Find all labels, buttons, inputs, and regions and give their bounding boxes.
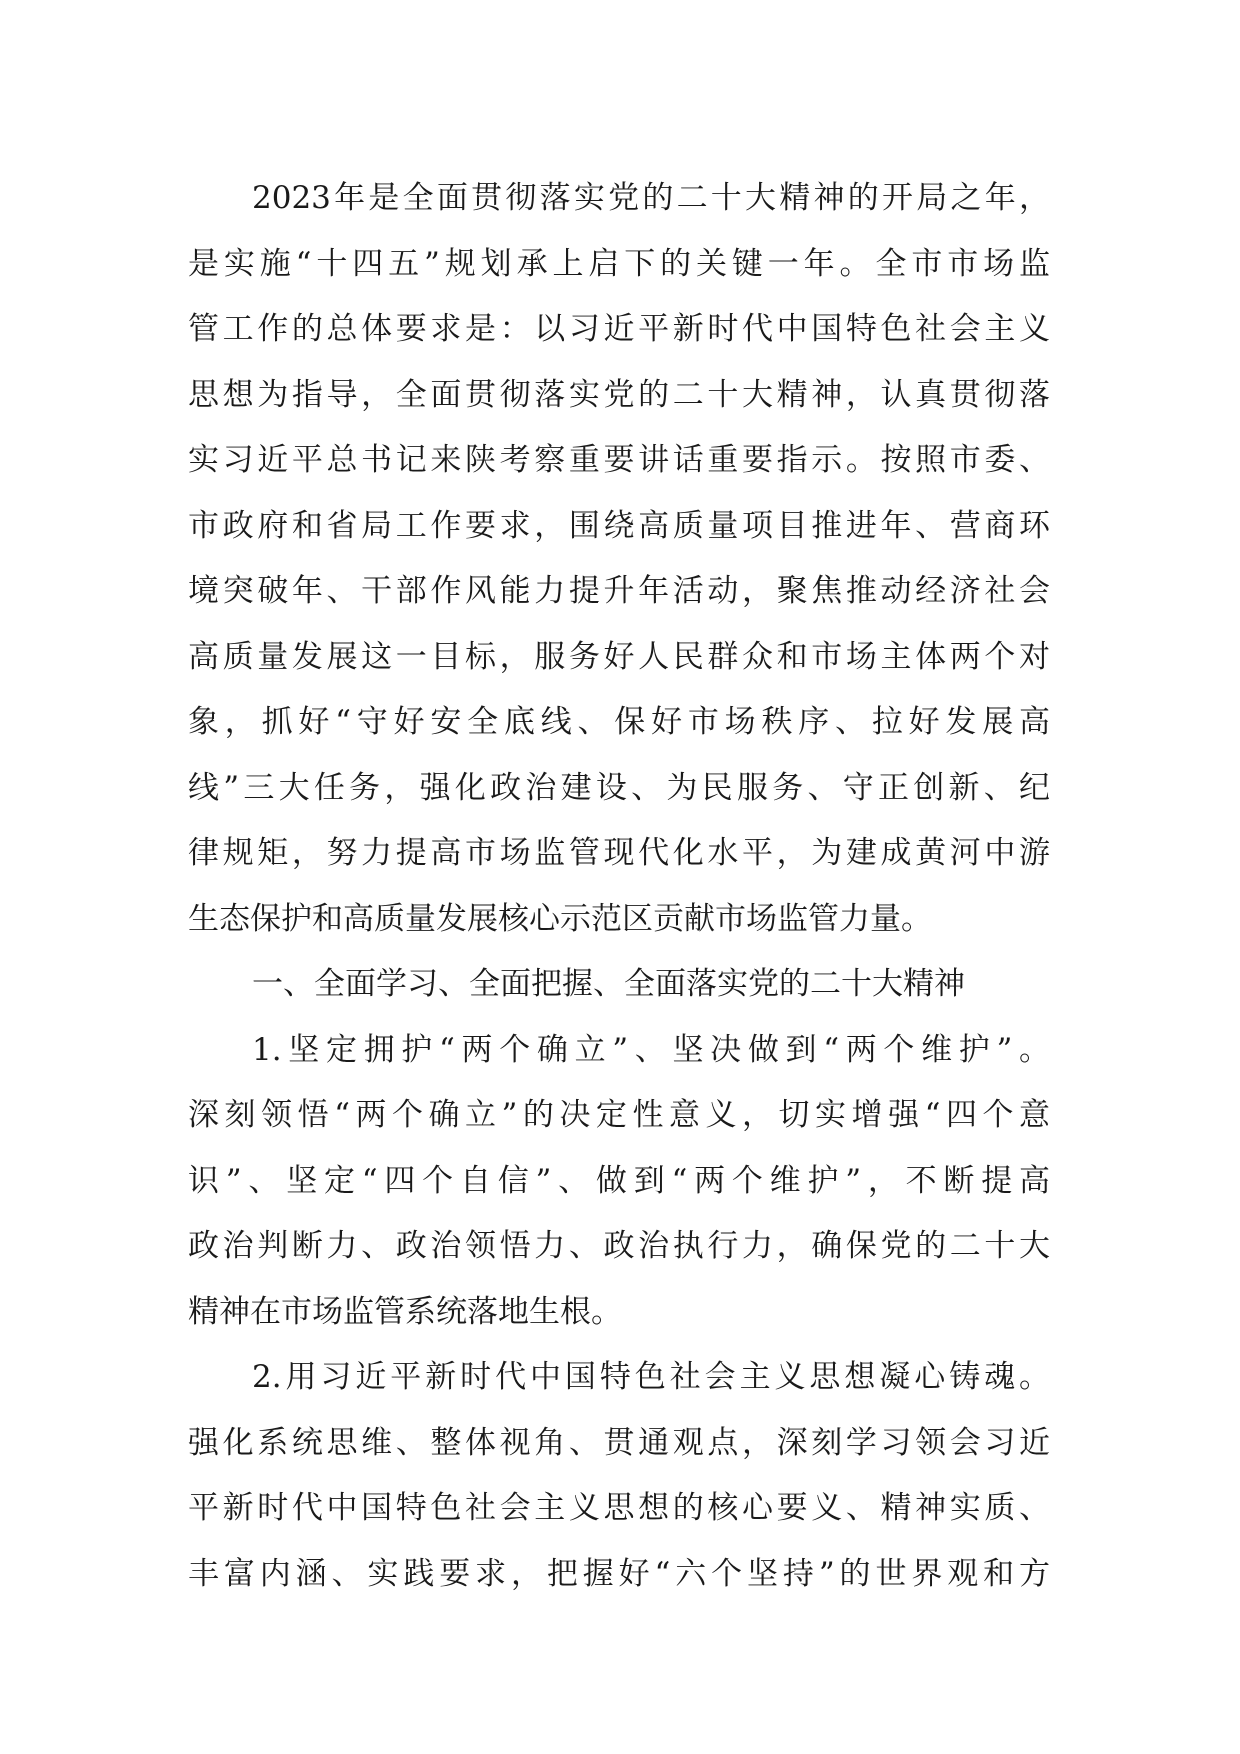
text-line: 律规矩，努力提高市场监管现代化水平，为建成黄河中游 xyxy=(188,835,1050,871)
text-line: 境突破年、干部作风能力提升年活动，聚焦推动经济社会 xyxy=(188,573,1050,609)
text-line: 2.用习近平新时代中国特色社会主义思想凝心铸魂。 xyxy=(252,1359,1050,1395)
text-line: 生态保护和高质量发展核心示范区贡献市场监管力量。 xyxy=(188,900,932,937)
paragraph-item-2 xyxy=(188,1345,1050,1607)
text-line: 线”三大任务，强化政治建设、为民服务、守正创新、纪 xyxy=(188,769,1050,806)
text-line: 实习近平总书记来陕考察重要讲话重要指示。按照市委、 xyxy=(188,442,1050,478)
text-line: 高质量发展这一目标，服务好人民群众和市场主体两个对 xyxy=(188,638,1050,675)
text-line: 2023年是全面贯彻落实党的二十大精神的开局之年， xyxy=(252,180,1050,216)
text-line: 平新时代中国特色社会主义思想的核心要义、精神实质、 xyxy=(188,1490,1050,1526)
paragraph-item-1 xyxy=(188,1018,1050,1346)
section-heading-text: 一、全面学习、全面把握、全面落实党的二十大精神 xyxy=(252,966,965,1002)
text-line: 市政府和省局工作要求，围绕高质量项目推进年、营商环 xyxy=(188,507,1050,544)
paragraph-intro xyxy=(188,166,1050,952)
text-line: 思想为指导，全面贯彻落实党的二十大精神，认真贯彻落 xyxy=(188,376,1050,413)
text-line: 政治判断力、政治领悟力、政治执行力，确保党的二十大 xyxy=(188,1228,1050,1264)
text-line: 象，抓好“守好安全底线、保好市场秩序、拉好发展高 xyxy=(188,704,1050,740)
section-heading xyxy=(188,952,1050,1018)
text-line: 识”、坚定“四个自信”、做到“两个维护”，不断提高 xyxy=(188,1162,1050,1199)
text-line: 1.坚定拥护“两个确立”、坚决做到“两个维护”。 xyxy=(252,1031,1050,1068)
text-line: 强化系统思维、整体视角、贯通观点，深刻学习领会习近 xyxy=(188,1424,1050,1461)
text-line: 精神在市场监管系统落地生根。 xyxy=(188,1293,622,1330)
text-line: 管工作的总体要求是：以习近平新时代中国特色社会主义 xyxy=(188,311,1050,347)
text-line: 深刻领悟“两个确立”的决定性意义，切实增强“四个意 xyxy=(188,1097,1050,1133)
document-body xyxy=(188,166,1050,1607)
text-line: 丰富内涵、实践要求，把握好“六个坚持”的世界观和方 xyxy=(188,1555,1050,1592)
text-line: 是实施“十四五”规划承上启下的关键一年。全市市场监 xyxy=(188,245,1050,282)
